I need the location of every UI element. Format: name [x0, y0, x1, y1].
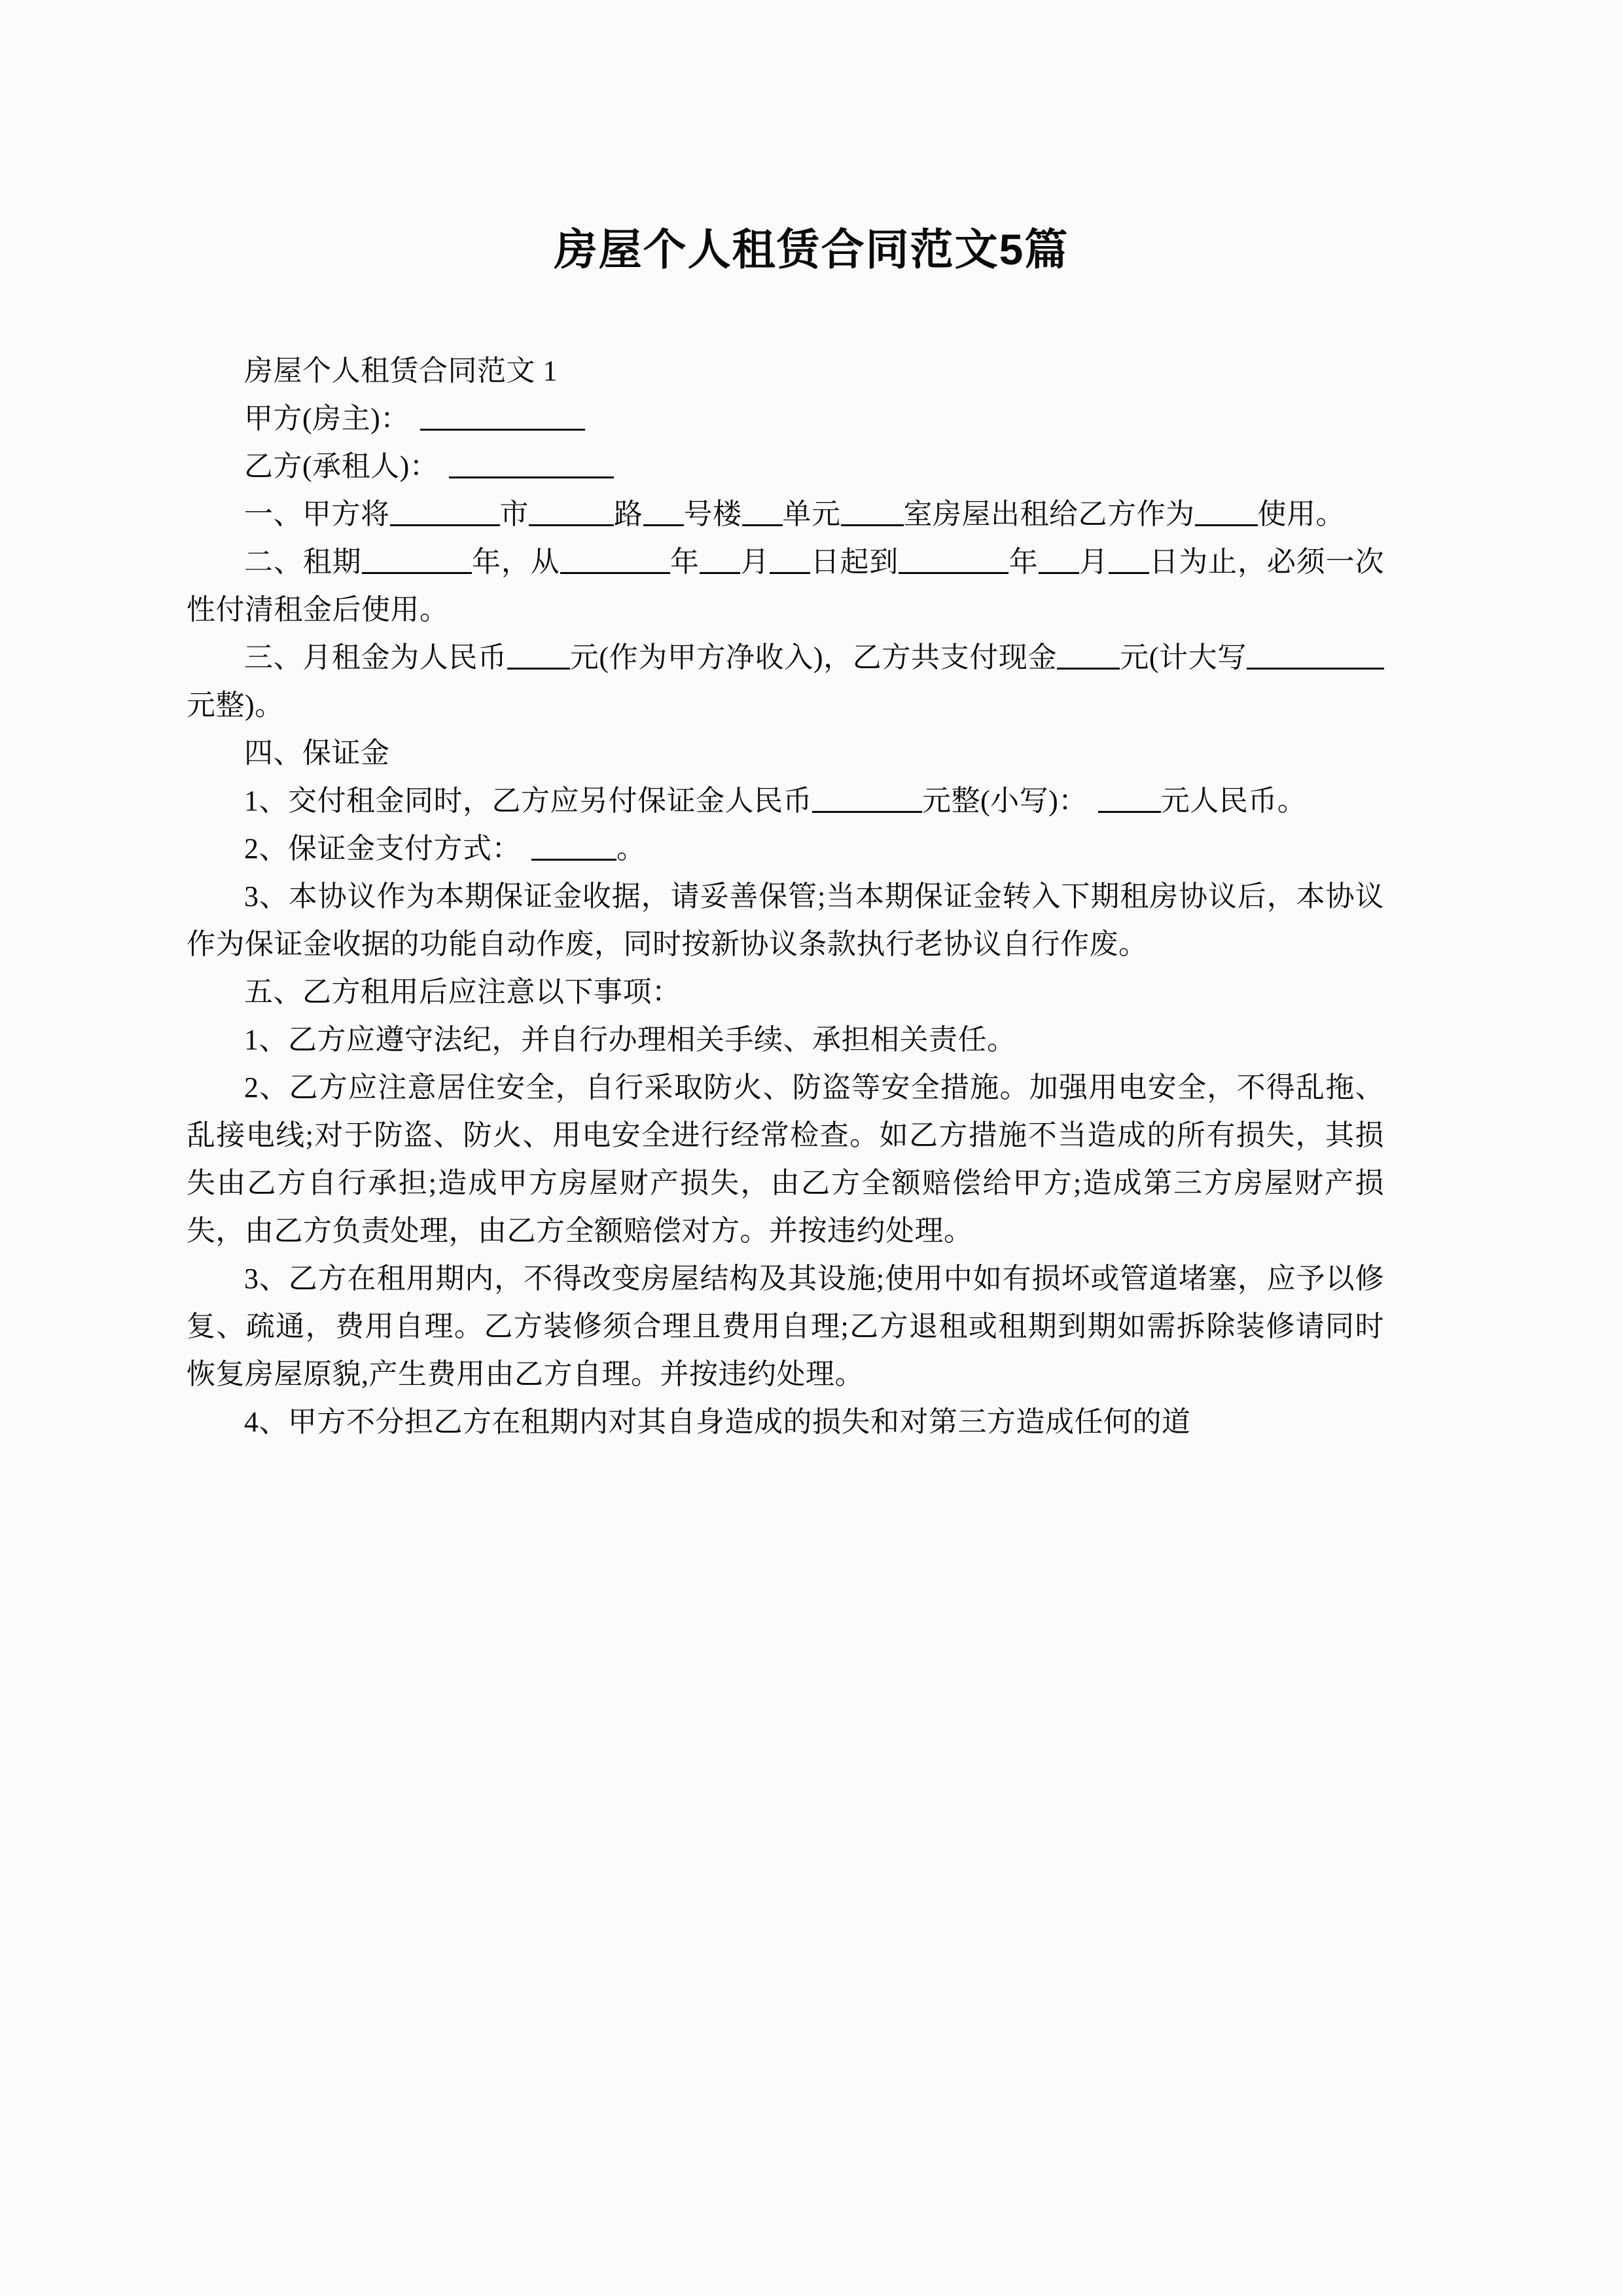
- landlord-label: 甲方(房主)：: [244, 403, 410, 435]
- clause-four-one-a: 1、交付租金同时，乙方应另付保证金人民币: [244, 785, 812, 817]
- cash-total-blank[interactable]: [1057, 643, 1120, 670]
- section-heading-text: 房屋个人租赁合同范文 1: [244, 355, 558, 387]
- end-year-blank[interactable]: [899, 547, 1008, 574]
- clause-two-c: 年: [669, 546, 700, 578]
- city-blank[interactable]: [390, 499, 500, 526]
- clause-four-two-a: 2、保证金支付方式：: [244, 833, 521, 865]
- clause-two-d: 月: [740, 546, 770, 578]
- clause-two-f: 年: [1008, 546, 1039, 578]
- term-years-blank[interactable]: [362, 547, 472, 574]
- end-day-blank[interactable]: [1109, 547, 1149, 574]
- deposit-figures-blank[interactable]: [1098, 786, 1161, 813]
- clause-four-one-b: 元整(小写)：: [922, 785, 1088, 817]
- clause-four-one-c: 元人民币。: [1160, 785, 1307, 817]
- tenant-line: [187, 442, 1384, 490]
- clause-two-a: 二、租期: [244, 546, 362, 578]
- clause-five-item-one: [187, 1016, 1384, 1064]
- clause-five-item-three: [187, 1255, 1384, 1398]
- deposit-method-blank[interactable]: [531, 834, 616, 861]
- clause-four-title: [187, 729, 1384, 777]
- start-month-blank[interactable]: [700, 547, 740, 574]
- end-month-blank[interactable]: [1039, 547, 1079, 574]
- clause-four-two-b: 。: [616, 833, 646, 865]
- clause-three: [187, 634, 1384, 729]
- clause-one: [187, 490, 1384, 538]
- clause-one-c: 路: [614, 498, 643, 530]
- clause-four-three-text: 3、本协议作为本期保证金收据，请妥善保管;当本期保证金转入下期租房协议后，本协议作为保证金收据的功能自动作废，同时按新协议条款执行老协议自行作废。: [187, 880, 1384, 960]
- unit-blank[interactable]: [742, 499, 783, 526]
- tenant-blank[interactable]: [449, 452, 614, 478]
- clause-one-a: 一、甲方将: [244, 498, 390, 530]
- clause-one-b: 市: [499, 498, 529, 530]
- clause-two-b: 年，从: [471, 546, 560, 578]
- clause-two-g: 月: [1079, 546, 1109, 578]
- clause-five-item-four: [187, 1398, 1384, 1446]
- clause-one-e: 单元: [782, 498, 841, 530]
- clause-two-h: 日为止，必须一次性付清租金后使用。: [187, 546, 1385, 626]
- clause-five-three-text: 3、乙方在租用期内，不得改变房屋结构及其设施;使用中如有损坏或管道堵塞，应予以修复、疏通，费用自理。乙方装修须合理且费用自理;乙方退租或租期到期如需拆除装修请同时恢复房屋原貌,产生费用由乙方自理。并按违约处理。: [187, 1263, 1384, 1390]
- clause-five-title-text: 五、乙方租用后应注意以下事项：: [244, 976, 681, 1008]
- building-blank[interactable]: [643, 499, 684, 526]
- section-heading: [187, 347, 1384, 395]
- clause-one-g: 使用。: [1257, 498, 1345, 530]
- clause-one-d: 号楼: [683, 498, 742, 530]
- clause-three-c: 元(计大写: [1120, 641, 1247, 673]
- clause-three-d: 元整)。: [187, 689, 284, 721]
- clause-four-title-text: 四、保证金: [244, 737, 390, 769]
- document-body: [187, 347, 1384, 1446]
- clause-five-item-two: [187, 1064, 1384, 1255]
- clause-two-e: 日起到: [810, 546, 899, 578]
- deposit-words-blank[interactable]: [812, 786, 922, 813]
- clause-four-item-one: [187, 777, 1384, 825]
- clause-five-one-text: 1、乙方应遵守法纪，并自行办理相关手续、承担相关责任。: [244, 1024, 1016, 1056]
- tenant-label: 乙方(承租人)：: [244, 450, 439, 482]
- clause-two: [187, 538, 1384, 634]
- clause-four-item-two: [187, 825, 1384, 872]
- room-blank[interactable]: [841, 499, 904, 526]
- usage-blank[interactable]: [1195, 499, 1258, 526]
- clause-five-title: [187, 968, 1384, 1016]
- clause-three-b: 元(作为甲方净收入)，乙方共支付现金: [569, 641, 1058, 673]
- clause-five-two-text: 2、乙方应注意居住安全，自行采取防火、防盗等安全措施。加强用电安全，不得乱拖、乱接电线;对于防盗、防火、用电安全进行经常检查。如乙方措施不当造成的所有损失，其损失由乙方自行承担;造成甲方房屋财产损失，由乙方全额赔偿给甲方;造成第三方房屋财产损失，由乙方负责处理，由乙方全额赔偿对方。并按违约处理。: [187, 1071, 1384, 1247]
- clause-three-a: 三、月租金为人民币: [244, 641, 507, 673]
- cash-words-blank[interactable]: [1247, 643, 1384, 670]
- clause-four-item-three: [187, 872, 1384, 968]
- landlord-blank[interactable]: [420, 404, 585, 431]
- road-blank[interactable]: [529, 499, 614, 526]
- landlord-line: [187, 395, 1384, 442]
- page-title: 房屋个人租赁合同范文5篇: [554, 225, 1069, 274]
- start-day-blank[interactable]: [770, 547, 810, 574]
- clause-one-f: 室房屋出租给乙方作为: [903, 498, 1195, 530]
- start-year-blank[interactable]: [560, 547, 670, 574]
- clause-five-four-text: 4、甲方不分担乙方在租期内对其自身造成的损失和对第三方造成任何的道: [244, 1406, 1191, 1438]
- monthly-rent-blank[interactable]: [507, 643, 570, 670]
